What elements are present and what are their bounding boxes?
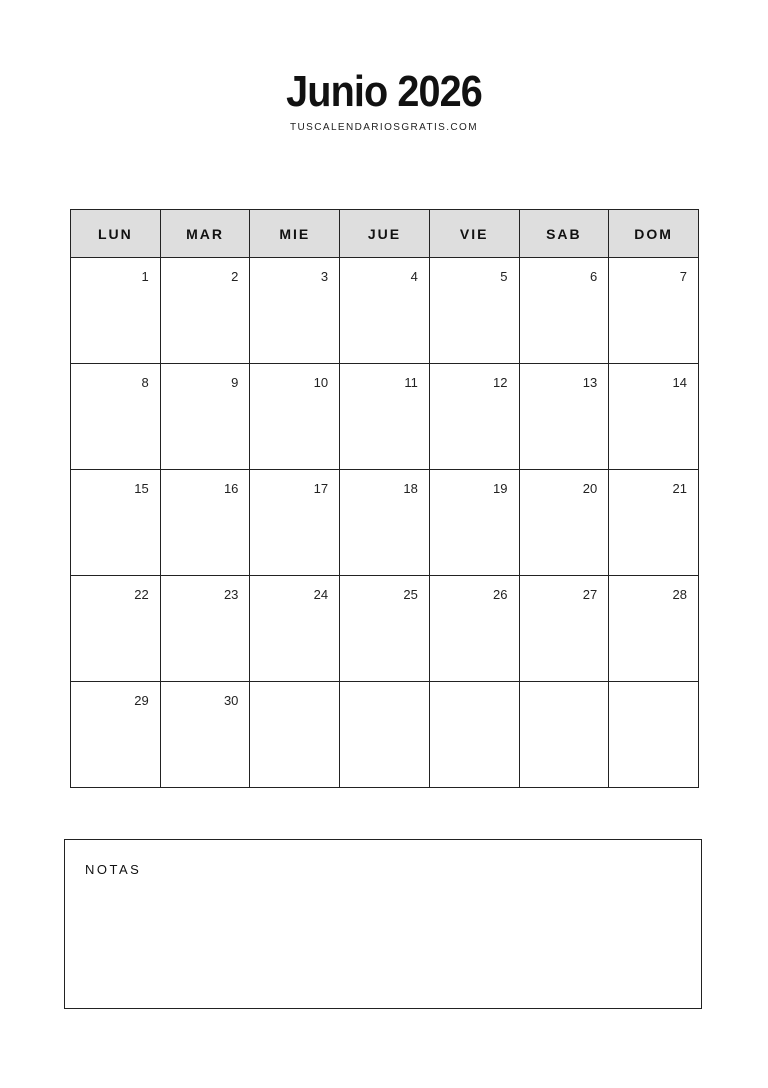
day-number <box>340 682 429 694</box>
day-cell <box>250 576 340 682</box>
day-number: 21 <box>672 481 687 496</box>
day-cell <box>71 576 161 682</box>
day-number: 13 <box>582 375 598 390</box>
weekday-mar: MAR <box>160 210 250 258</box>
weekday-dom: DOM <box>609 210 699 258</box>
day-number: 14 <box>672 375 687 390</box>
week-row <box>71 258 699 364</box>
day-cell <box>429 470 519 576</box>
day-number: 23 <box>223 587 239 602</box>
day-number: 22 <box>134 587 149 602</box>
calendar-grid <box>70 209 699 788</box>
day-cell <box>519 470 609 576</box>
day-cell <box>160 576 250 682</box>
day-number: 28 <box>672 587 687 602</box>
day-number: 17 <box>313 481 329 496</box>
week-row <box>71 364 699 470</box>
day-number: 2 <box>231 269 239 284</box>
day-cell <box>340 364 430 470</box>
day-cell-empty <box>519 682 609 788</box>
day-number: 10 <box>313 375 329 390</box>
day-cell <box>160 470 250 576</box>
calendar-title: Junio 2026 <box>286 67 482 116</box>
day-number: 26 <box>493 587 508 602</box>
day-number: 30 <box>223 693 239 708</box>
week-row <box>71 470 699 576</box>
day-number: 4 <box>410 269 418 284</box>
day-cell <box>71 470 161 576</box>
day-number: 9 <box>231 375 239 390</box>
notes-box <box>64 839 702 1009</box>
day-cell <box>519 258 609 364</box>
day-number: 6 <box>589 269 598 284</box>
day-number: 24 <box>313 587 329 602</box>
day-cell <box>340 470 430 576</box>
day-cell <box>519 576 609 682</box>
weekday-jue: JUE <box>340 210 430 258</box>
day-cell <box>429 258 519 364</box>
weekday-sab: SAB <box>519 210 609 258</box>
day-number: 29 <box>134 693 149 708</box>
day-cell <box>609 364 699 470</box>
day-cell <box>250 470 340 576</box>
day-cell <box>71 364 161 470</box>
day-cell <box>71 258 161 364</box>
day-cell <box>250 258 340 364</box>
day-number: 7 <box>679 269 687 284</box>
day-number: 20 <box>582 481 598 496</box>
notes-label: NOTAS <box>85 862 142 877</box>
day-number <box>250 682 339 694</box>
day-cell <box>340 258 430 364</box>
day-cell <box>429 576 519 682</box>
day-cell <box>609 576 699 682</box>
day-cell-empty <box>609 682 699 788</box>
day-number <box>520 682 609 694</box>
day-cell-empty <box>340 682 430 788</box>
day-cell <box>160 682 250 788</box>
day-number: 1 <box>141 269 149 284</box>
day-number: 12 <box>493 375 508 390</box>
day-number: 3 <box>320 269 329 284</box>
website-label: TUSCALENDARIOSGRATIS.COM <box>290 122 478 133</box>
day-cell <box>250 364 340 470</box>
day-number: 11 <box>404 375 418 390</box>
day-number: 15 <box>134 481 149 496</box>
day-cell <box>429 364 519 470</box>
day-cell-empty <box>429 682 519 788</box>
weekday-lun: LUN <box>71 210 161 258</box>
day-cell-empty <box>250 682 340 788</box>
week-row <box>71 682 699 788</box>
week-row <box>71 576 699 682</box>
day-number: 27 <box>582 587 598 602</box>
day-number: 5 <box>500 269 508 284</box>
day-cell <box>609 258 699 364</box>
day-cell <box>340 576 430 682</box>
day-cell <box>160 364 250 470</box>
day-cell <box>71 682 161 788</box>
day-number: 18 <box>403 481 418 496</box>
day-cell <box>609 470 699 576</box>
weekday-header-row <box>71 210 699 258</box>
day-number: 16 <box>223 481 239 496</box>
day-number: 8 <box>141 375 149 390</box>
weekday-vie: VIE <box>429 210 519 258</box>
day-number: 25 <box>403 587 418 602</box>
day-number <box>430 682 519 694</box>
weekday-mie: MIE <box>250 210 340 258</box>
day-number <box>609 682 698 694</box>
day-number: 19 <box>493 481 508 496</box>
day-cell <box>519 364 609 470</box>
day-cell <box>160 258 250 364</box>
